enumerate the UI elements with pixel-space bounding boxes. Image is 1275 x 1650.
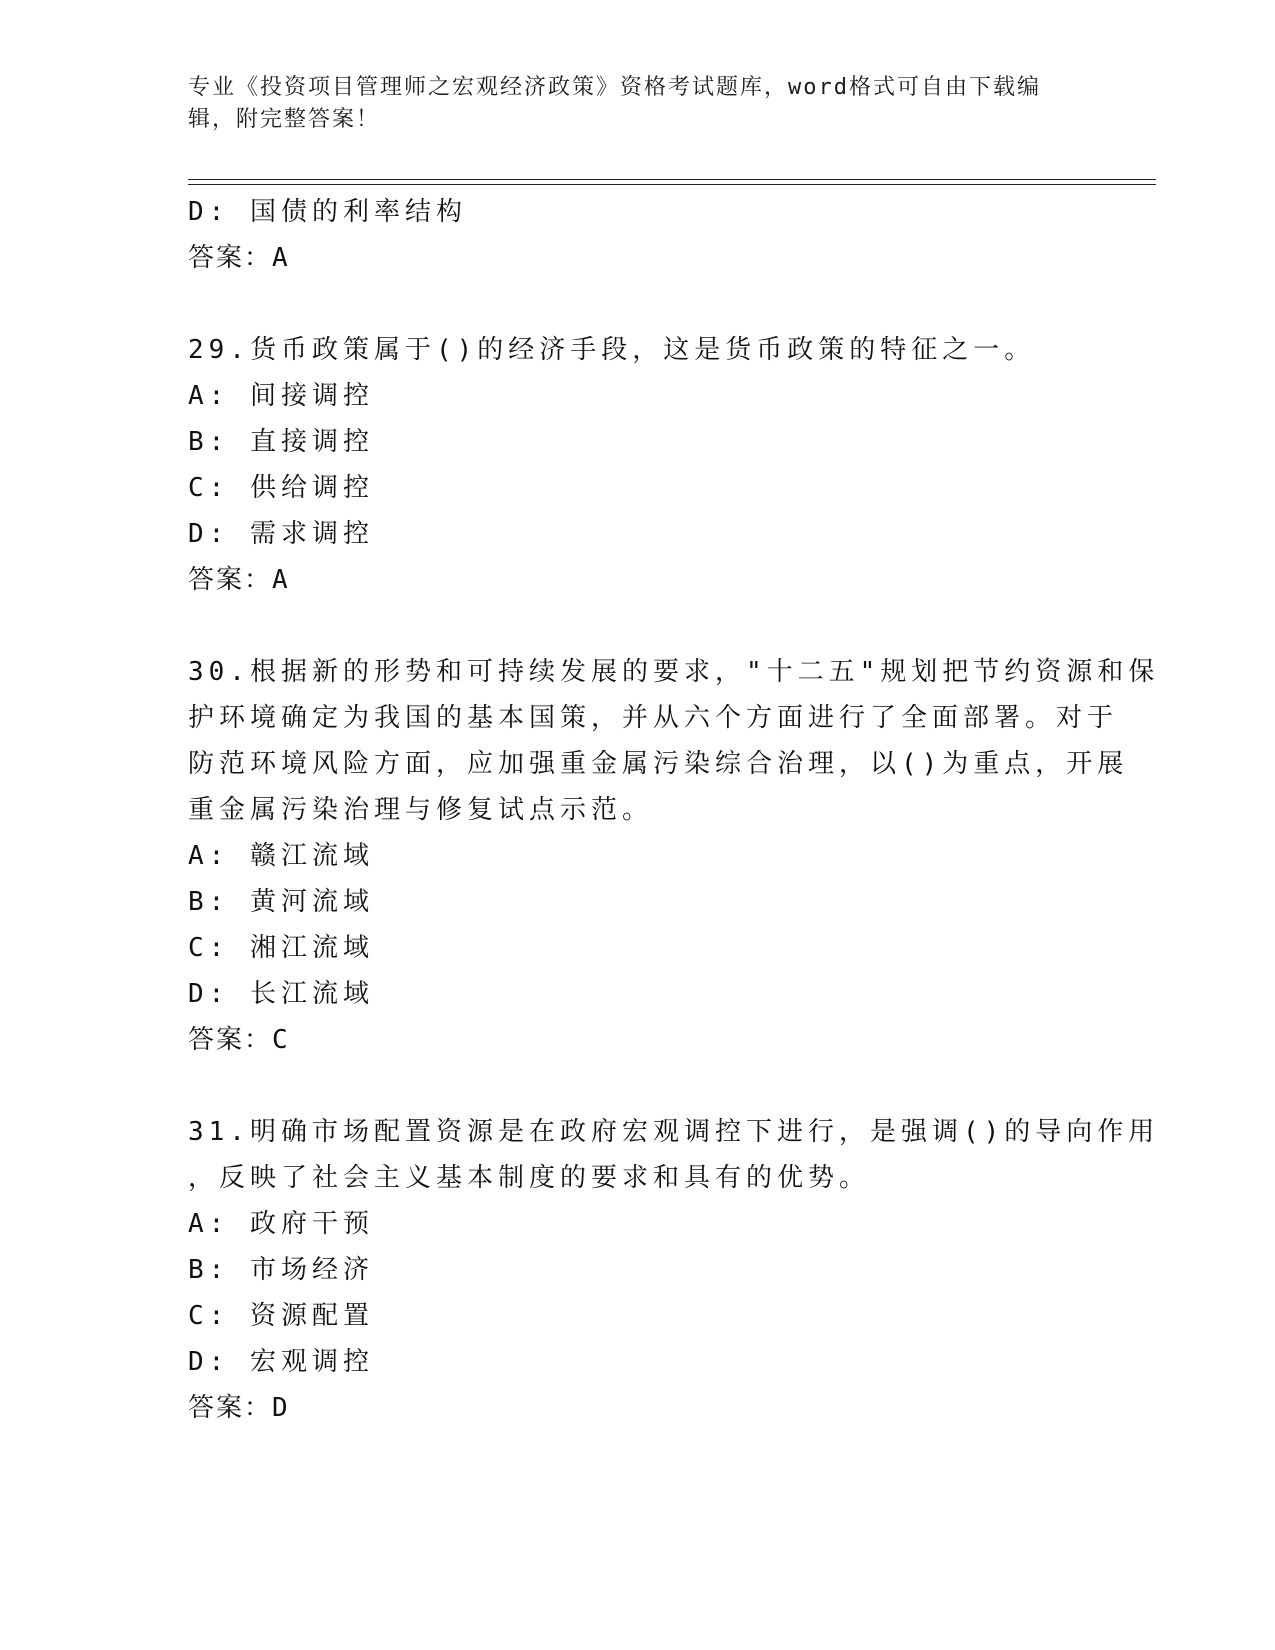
answer-line bbox=[188, 235, 1088, 281]
option-b: B: 直接调控 bbox=[188, 427, 374, 457]
answer-value: C bbox=[272, 1025, 290, 1055]
answer-line bbox=[188, 557, 1088, 603]
header-line-2: 辑，附完整答案！ bbox=[188, 107, 381, 132]
question-31 bbox=[188, 1109, 1160, 1431]
question-text: 29.货币政策属于()的经济手段，这是货币政策的特征之一。 bbox=[188, 335, 1036, 365]
answer-label: 答案： bbox=[188, 565, 273, 595]
question-30 bbox=[188, 649, 1160, 1063]
header-divider-top bbox=[188, 179, 1156, 180]
question-text-line: 31.明确市场配置资源是在政府宏观调控下进行，是强调()的导向作用 bbox=[188, 1117, 1160, 1147]
answer-label: 答案： bbox=[188, 1393, 273, 1423]
answer-value: A bbox=[272, 243, 290, 273]
option-d: D: 宏观调控 bbox=[188, 1347, 374, 1377]
option-a: A: 赣江流域 bbox=[188, 841, 374, 871]
answer-label: 答案： bbox=[188, 1025, 273, 1055]
answer-line bbox=[188, 1017, 1088, 1063]
option-c: C: 湘江流域 bbox=[188, 933, 374, 963]
prev-question-block bbox=[188, 189, 1088, 281]
header-line-1: 专业《投资项目管理师之宏观经济政策》资格考试题库，word格式可自由下载编 bbox=[188, 75, 1041, 100]
document-body bbox=[188, 189, 1160, 1431]
question-text-line: ，反映了社会主义基本制度的要求和具有的优势。 bbox=[188, 1163, 871, 1193]
option-c: C: 资源配置 bbox=[188, 1301, 374, 1331]
header-divider-bottom bbox=[188, 184, 1156, 185]
option-a: A: 间接调控 bbox=[188, 381, 374, 411]
option-a: A: 政府干预 bbox=[188, 1209, 374, 1239]
answer-line bbox=[188, 1385, 1088, 1431]
answer-value: D bbox=[272, 1393, 290, 1423]
question-text-line: 护环境确定为我国的基本国策，并从六个方面进行了全面部署。对于 bbox=[188, 703, 1119, 733]
option-c: C: 供给调控 bbox=[188, 473, 374, 503]
answer-value: A bbox=[272, 565, 290, 595]
question-text-line: 防范环境风险方面，应加强重金属污染综合治理，以()为重点，开展 bbox=[188, 749, 1129, 779]
question-text-line: 30.根据新的形势和可持续发展的要求，"十二五"规划把节约资源和保 bbox=[188, 657, 1160, 687]
option-d: D: 需求调控 bbox=[188, 519, 374, 549]
answer-label: 答案： bbox=[188, 243, 273, 273]
option-d: D: 长江流域 bbox=[188, 979, 374, 1009]
question-text-line: 重金属污染治理与修复试点示范。 bbox=[188, 795, 654, 825]
option-d: D: 国债的利率结构 bbox=[188, 197, 467, 227]
option-b: B: 黄河流域 bbox=[188, 887, 374, 917]
document-header bbox=[188, 72, 1068, 136]
question-29 bbox=[188, 327, 1088, 603]
option-b: B: 市场经济 bbox=[188, 1255, 374, 1285]
